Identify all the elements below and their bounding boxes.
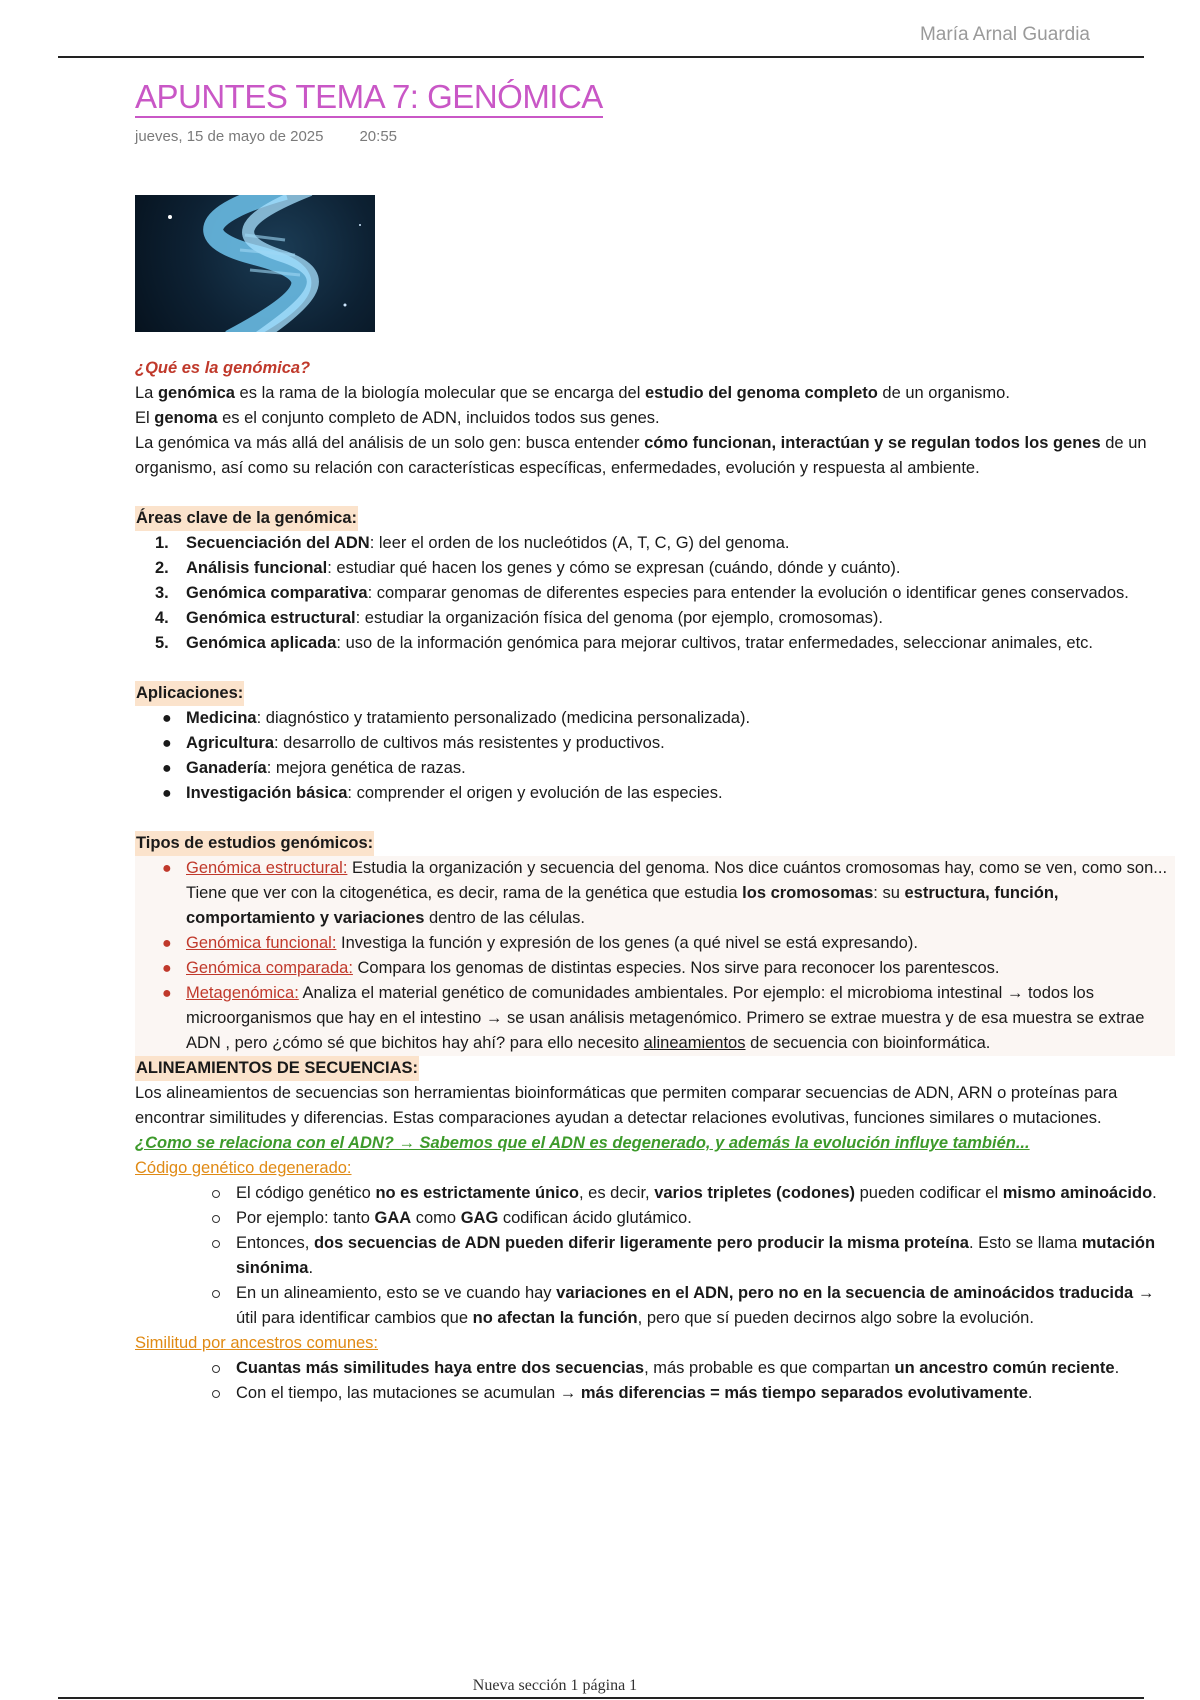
bullet-icon: ● — [162, 860, 172, 877]
dna-helix-image — [135, 195, 375, 332]
intro-paragraph-1: La genómica es la rama de la biología molecular que se encarga del estudio del genoma completo de un organismo. — [135, 384, 1010, 402]
list-item: ● Metagenómica: Analiza el material genético de comunidades ambientales. Por ejemplo: el microbioma intestinal → todos los microorganismos que hay en el intestino → se usan análisis metagenómico. Primero se extrae muestra y de esa muestra se extrae ADN , pero ¿cómo sé que bichitos hay ahí? para ello necesito alineamientos de secuencia con bioinformática. — [135, 981, 1175, 1056]
alignments-heading: ALINEAMIENTOS DE SECUENCIAS: — [135, 1056, 419, 1081]
list-item: ● Investigación básica: comprender el origen y evolución de las especies. — [135, 781, 1175, 806]
list-item: El código genético no es estrictamente único, es decir, varios tripletes (codones) pueden codificar el mismo aminoácido. — [135, 1181, 1175, 1206]
list-item: ● Genómica comparada: Compara los genomas de distintas especies. Nos sirve para reconocer los parentescos. — [135, 956, 1175, 981]
list-item: 1. Secuenciación del ADN: leer el orden de los nucleótidos (A, T, C, G) del genoma. — [155, 534, 790, 552]
intro-paragraph-3: La genómica va más allá del análisis de un solo gen: busca entender cómo funcionan, interactúan y se regulan todos los genes de un organismo, así como su relación con características específicas, enfermedades, evolución y respuesta al ambiente. — [135, 434, 1147, 477]
page-time: 20:55 — [359, 128, 398, 145]
circle-bullet-icon — [212, 1390, 220, 1398]
list-item: Con el tiempo, las mutaciones se acumulan → más diferencias = más tiempo separados evolutivamente. — [135, 1381, 1175, 1406]
bullet-icon: ● — [162, 985, 172, 1002]
circle-bullet-icon — [212, 1290, 220, 1298]
applications-list — [135, 706, 1175, 806]
page-datetime — [135, 128, 1175, 145]
circle-bullet-icon — [212, 1190, 220, 1198]
bullet-icon: ● — [162, 960, 172, 977]
bullet-icon: ● — [162, 735, 172, 752]
author-name: María Arnal Guardia — [919, 24, 1090, 45]
list-item: 3. Genómica comparativa: comparar genomas de diferentes especies para entender la evolución o identificar genes conservados. — [155, 584, 1129, 602]
page-content — [135, 70, 1175, 1406]
circle-bullet-icon — [212, 1215, 220, 1223]
applications-heading: Aplicaciones: — [135, 681, 244, 706]
list-item: 5. Genómica aplicada: uso de la información genómica para mejorar cultivos, tratar enfermedades, seleccionar animales, etc. — [155, 634, 1094, 652]
alignments-paragraph: Los alineamientos de secuencias son herramientas bioinformáticas que permiten comparar secuencias de ADN, ARN o proteínas para encontrar similitudes y diferencias. Estas comparaciones ayudan a detectar relaciones evolutivas, funciones similares o mutaciones. — [135, 1084, 1118, 1127]
list-item: ● Agricultura: desarrollo de cultivos más resistentes y productivos. — [135, 731, 1175, 756]
areas-heading: Áreas clave de la genómica: — [135, 506, 358, 531]
areas-list — [135, 531, 1175, 656]
list-item: ● Medicina: diagnóstico y tratamiento personalizado (medicina personalizada). — [135, 706, 1175, 731]
degenerate-code-list — [135, 1181, 1175, 1331]
bottom-divider — [58, 1697, 1144, 1699]
intro-paragraph-2: El genoma es el conjunto completo de ADN, incluidos todos sus genes. — [135, 409, 660, 427]
intro-question: ¿Qué es la genómica? — [135, 359, 311, 377]
studies-heading: Tipos de estudios genómicos: — [135, 831, 374, 856]
page-title: APUNTES TEMA 7: GENÓMICA — [135, 78, 603, 118]
list-item: 2. Análisis funcional: estudiar qué hacen los genes y cómo se expresan (cuándo, dónde y cuánto). — [155, 559, 901, 577]
list-item: En un alineamiento, esto se ve cuando hay variaciones en el ADN, pero no en la secuencia de aminoácidos traducida → útil para identificar cambios que no afectan la función, pero que sí pueden decirnos algo sobre la evolución. — [135, 1281, 1175, 1331]
alignments-question: ¿Como se relaciona con el ADN? → Sabemos que el ADN es degenerado, y además la evolución influye también... — [135, 1134, 1030, 1152]
list-item: Por ejemplo: tanto GAA como GAG codifican ácido glutámico. — [135, 1206, 1175, 1231]
circle-bullet-icon — [212, 1365, 220, 1373]
page-date: jueves, 15 de mayo de 2025 — [135, 128, 324, 145]
ancestry-heading: Similitud por ancestros comunes: — [135, 1334, 379, 1352]
circle-bullet-icon — [212, 1240, 220, 1248]
bullet-icon: ● — [162, 785, 172, 802]
page-footer: Nueva sección 1 página 1 — [472, 1677, 638, 1694]
degenerate-code-heading: Código genético degenerado: — [135, 1159, 352, 1177]
bullet-icon: ● — [162, 935, 172, 952]
studies-list — [135, 856, 1175, 1056]
bullet-icon: ● — [162, 760, 172, 777]
ancestry-list — [135, 1356, 1175, 1406]
list-item: ● Genómica estructural: Estudia la organización y secuencia del genoma. Nos dice cuántos cromosomas hay, como se ven, como son... Tiene que ver con la citogenética, es decir, rama de la genética que estudia los cromosomas: su estructura, función, comportamiento y variaciones dentro de las células. — [135, 856, 1175, 931]
list-item: ● Ganadería: mejora genética de razas. — [135, 756, 1175, 781]
top-divider — [58, 56, 1144, 58]
list-item: ● Genómica funcional: Investiga la función y expresión de los genes (a qué nivel se está expresando). — [135, 931, 1175, 956]
bullet-icon: ● — [162, 710, 172, 727]
list-item: Entonces, dos secuencias de ADN pueden diferir ligeramente pero producir la misma proteína. Esto se llama mutación sinónima. — [135, 1231, 1175, 1281]
list-item: 4. Genómica estructural: estudiar la organización física del genoma (por ejemplo, cromosomas). — [155, 609, 883, 627]
list-item: Cuantas más similitudes haya entre dos secuencias, más probable es que compartan un ancestro común reciente. — [135, 1356, 1175, 1381]
